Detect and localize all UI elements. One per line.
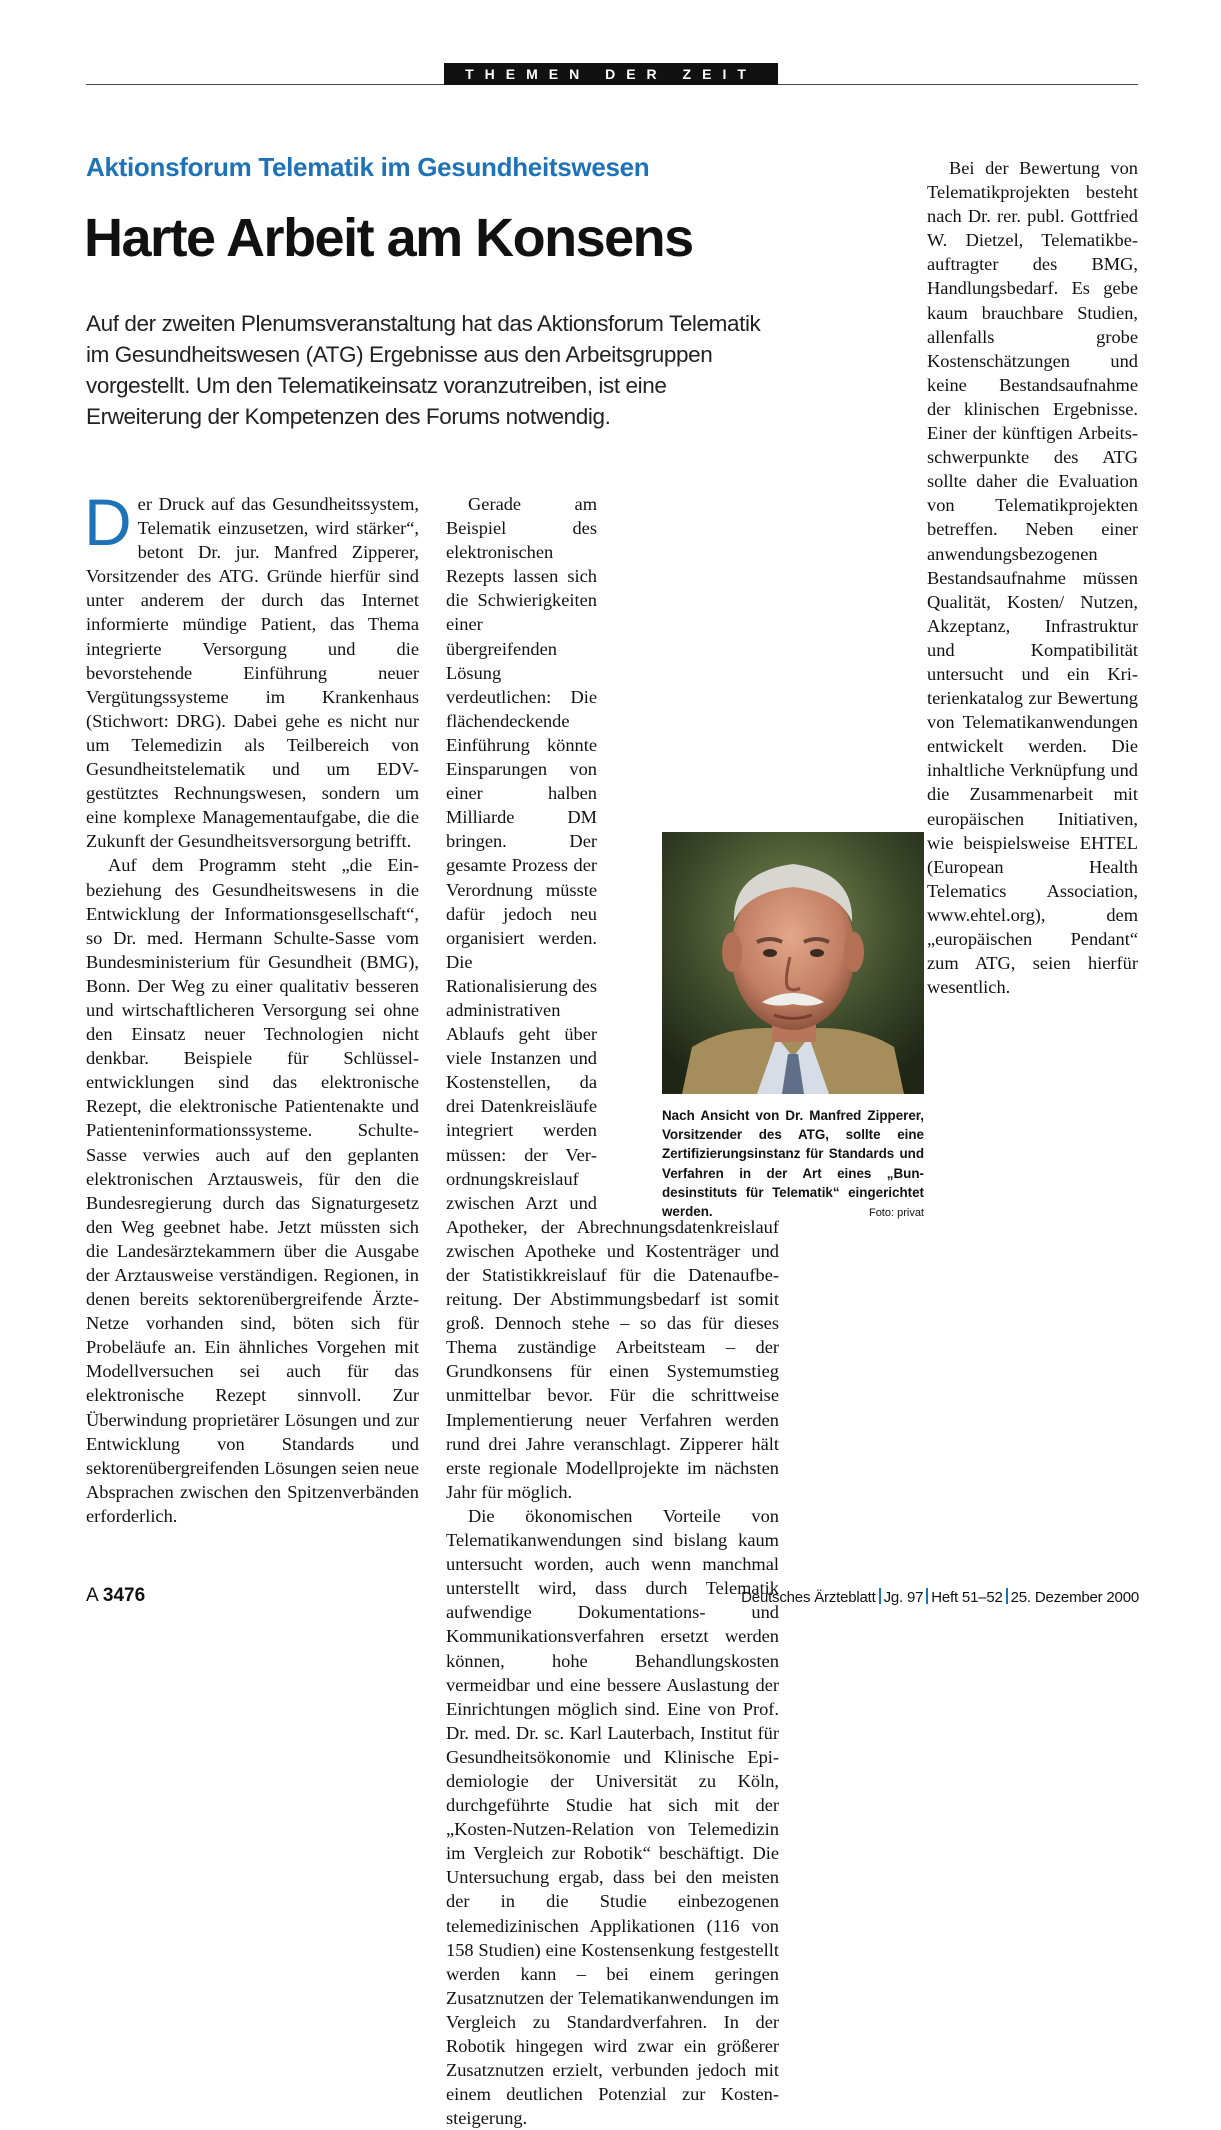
article-headline: Harte Arbeit am Konsens bbox=[84, 208, 693, 268]
article-kicker: Aktionsforum Telematik im Gesundheitswesen bbox=[86, 152, 650, 182]
body-column-3 bbox=[805, 156, 1138, 1502]
section-label: THEMEN DER ZEIT bbox=[444, 63, 778, 85]
dropcap: D bbox=[84, 485, 132, 559]
page-prefix: A bbox=[86, 1585, 98, 1606]
journal-date: 25. Dezember 2000 bbox=[1010, 1589, 1139, 1606]
journal-volume: Jg. 97 bbox=[883, 1589, 924, 1606]
photo-credit: Foto: privat bbox=[868, 1207, 924, 1220]
paragraph-5: Bei der Bewertung von Telematikprojekten besteht nach Dr. rer. publ. Gottfried W. Dietzel, Telematikbeauftragter des BMG, Handlungsbedarf. Es gebe kaum brauchbare Studien, allenfalls grobe Kostenschätzungen und keine Bestandsaufnahme der klinischen Ergebnisse. Einer der künftigen Arbeitsschwerpunkte des ATG sollte daher die Evaluation von Telematikprojekten betreffen. Neben einer anwendungsbezogenen Bestandsaufnahme müssen Qualität, Kosten/ Nutzen, Akzeptanz, Infrastruktur und Kompatibilität untersucht und ein Kriterienkatalog zur Bewertung von Telematikanwendungen entwickelt werden. Die inhaltliche Verknüpfung und die Zusammenarbeit mit europäischen Initiativen, wie beispielsweise EHTEL (European Health Telematics Association, www.ehtel.org), dem „europäischen Pendant“ zum ATG, seien hierfür wesentlich. bbox=[927, 158, 1138, 998]
paragraph-3: Gerade am Beispiel des elektronischen Rezepts lassen sich die Schwierigkeiten einer übergreifenden Lösung verdeutlichen: Die flächendeckende Einführung könnte Einsparungen von einer halben Milliarde DM bringen. Der gesamte Prozess der Verordnung müsste dafür jedoch neu organisiert werden. Die Rationalisierung des administrativen Ablaufs geht über viele Instanzen und Kostenstellen, da drei Datenkreisläufe integriert werden müssen: der Verordnungskreislauf zwischen Arzt und Apotheker, der Abrechnungsdatenkreislauf zwischen Apotheke und Kostenträger und der Statistikkreislauf für die Datenaufbereitung. Der Abstimmungsbedarf ist somit groß. Dennoch stehe – so das für dieses Thema zuständige Arbeitsteam – der Grundkonsens für einen Systemumstieg unmittelbar bevor. Für die schrittweise Implementierung neuer Verfahren werden rund drei Jahre veranschlagt. Zipperer hält erste regionale Modellprojekte im nächsten Jahr für möglich. bbox=[446, 494, 779, 1502]
article-lead: Auf der zweiten Plenumsveranstaltung hat das Aktionsforum Telematik im Gesundheitswesen (ATG) Ergebnisse aus den Arbeitsgruppen vorgestellt. Um den Telematikeinsatz voranzutreiben, ist eine Erweiterung der Kompetenzen des Forums notwendig. bbox=[86, 311, 761, 429]
caption-text: Nach Ansicht von Dr. Manfred Zipperer, Vorsitzender des ATG, sollte eine Zertifizierungsinstanz für Standards und Verfahren in der Art eines „Bundesinstituts für Telematik“ eingerichtet werden. bbox=[662, 1108, 924, 1220]
portrait-photo bbox=[662, 832, 924, 1094]
page-number-value: 3476 bbox=[102, 1585, 146, 1606]
page-number bbox=[86, 1585, 145, 1607]
paragraph-2: Auf dem Programm steht „die Einbeziehung des Gesundheitswesens in die Entwicklung der Informationsgesellschaft“, so Dr. med. Hermann Schulte-Sasse vom Bundesministerium für Gesundheit (BMG), Bonn. Der Weg zu einer qualitativ besseren und wirtschaftlicheren Versorgung sei ohne den Einsatz neuer Technologien nicht denkbar. Beispiele für Schlüsselentwicklungen sind das elektronische Rezept, die elektronische Patientenakte und Patienteninformationssysteme. Schulte-Sasse verwies auch auf den geplanten elektronischen Arztausweis, für den die Bundesregierung durch das Signaturgesetz den Weg geebnet habe. Jetzt müssten sich die Landesärztekammern über die Ausgabe der Arztausweise verständigen. Regionen, in denen bereits sektorenübergreifende Ärzte-Netze vorhanden sind, böten sich für Probeläufe an. Ein ähnliches Vorgehen mit Modellversuchen sei auch für das elektronische Rezept sinnvoll. Zur Überwindung proprietärer Lösungen und zur Entwicklung von Standards und sektorenübergreifenden Lösungen seien neue Absprachen zwischen den Spitzenverbänden erforderlich. bbox=[86, 855, 419, 1526]
journal-name: Deutsches Ärzteblatt bbox=[741, 1589, 876, 1606]
journal-issue: Heft 51–52 bbox=[931, 1589, 1003, 1606]
separator-bar bbox=[926, 1588, 928, 1604]
body-column-1 bbox=[84, 485, 419, 1526]
portrait-image bbox=[662, 832, 924, 1094]
photo-caption bbox=[662, 1106, 924, 1223]
journal-info bbox=[741, 1588, 1139, 1606]
separator-bar bbox=[1006, 1588, 1008, 1604]
paragraph-1: er Druck auf das Gesundheitssystem, Telematik einzusetzen, wird stärker“, betont Dr. jur. Manfred Zipperer, Vorsitzender des ATG. Gründe hierfür sind unter anderem der durch das Internet informierte mündige Patient, das Thema integrierte Versorgung und die bevorstehende Einführung neuer Vergütungssysteme im Krankenhaus (Stichwort: DRG). Dabei gehe es nicht nur um Telemedizin als Teilbereich von Gesundheitstelematik und um EDV-gestütztes Rechnungswesen, sondern um eine komplexe Managementaufgabe, die die Zukunft der Gesundheitsversorgung betrifft. bbox=[86, 494, 419, 852]
paragraph-4: Die ökonomischen Vorteile von Telematikanwendungen sind bislang kaum untersucht worden, auch wenn manchmal unterstellt wird, dass durch Telematik aufwendige Dokumentations- und Kommunikationsverfahren ersetzt werden können, hohe Behandlungskosten vermeidbar und eine bessere Auslastung der Einrichtungen möglich sind. Eine von Prof. Dr. med. Dr. sc. Karl Lauterbach, Institut für Gesundheitsökonomie und Klinische Epidemiologie der Universität zu Köln, durchgeführte Studie hat sich mit der „Kosten-Nutzen-Relation von Telemedizin im Vergleich zur Robotik“ beschäftigt. Die Untersuchung ergab, dass bei den meisten der in die Studie einbezogenen telemedizinischen Applikationen (116 von 158 Studien) eine Kostensenkung festgestellt werden kann – bei einem geringen Zusatznutzen der Telematikanwendungen im Vergleich zu Standardverfahren. In der Robotik hingegen wird zwar ein größerer Zusatznutzen erzielt, verbunden jedoch mit einem deutlichen Potenzial zur Kostensteigerung. bbox=[446, 1505, 779, 2129]
separator-bar bbox=[879, 1588, 881, 1604]
